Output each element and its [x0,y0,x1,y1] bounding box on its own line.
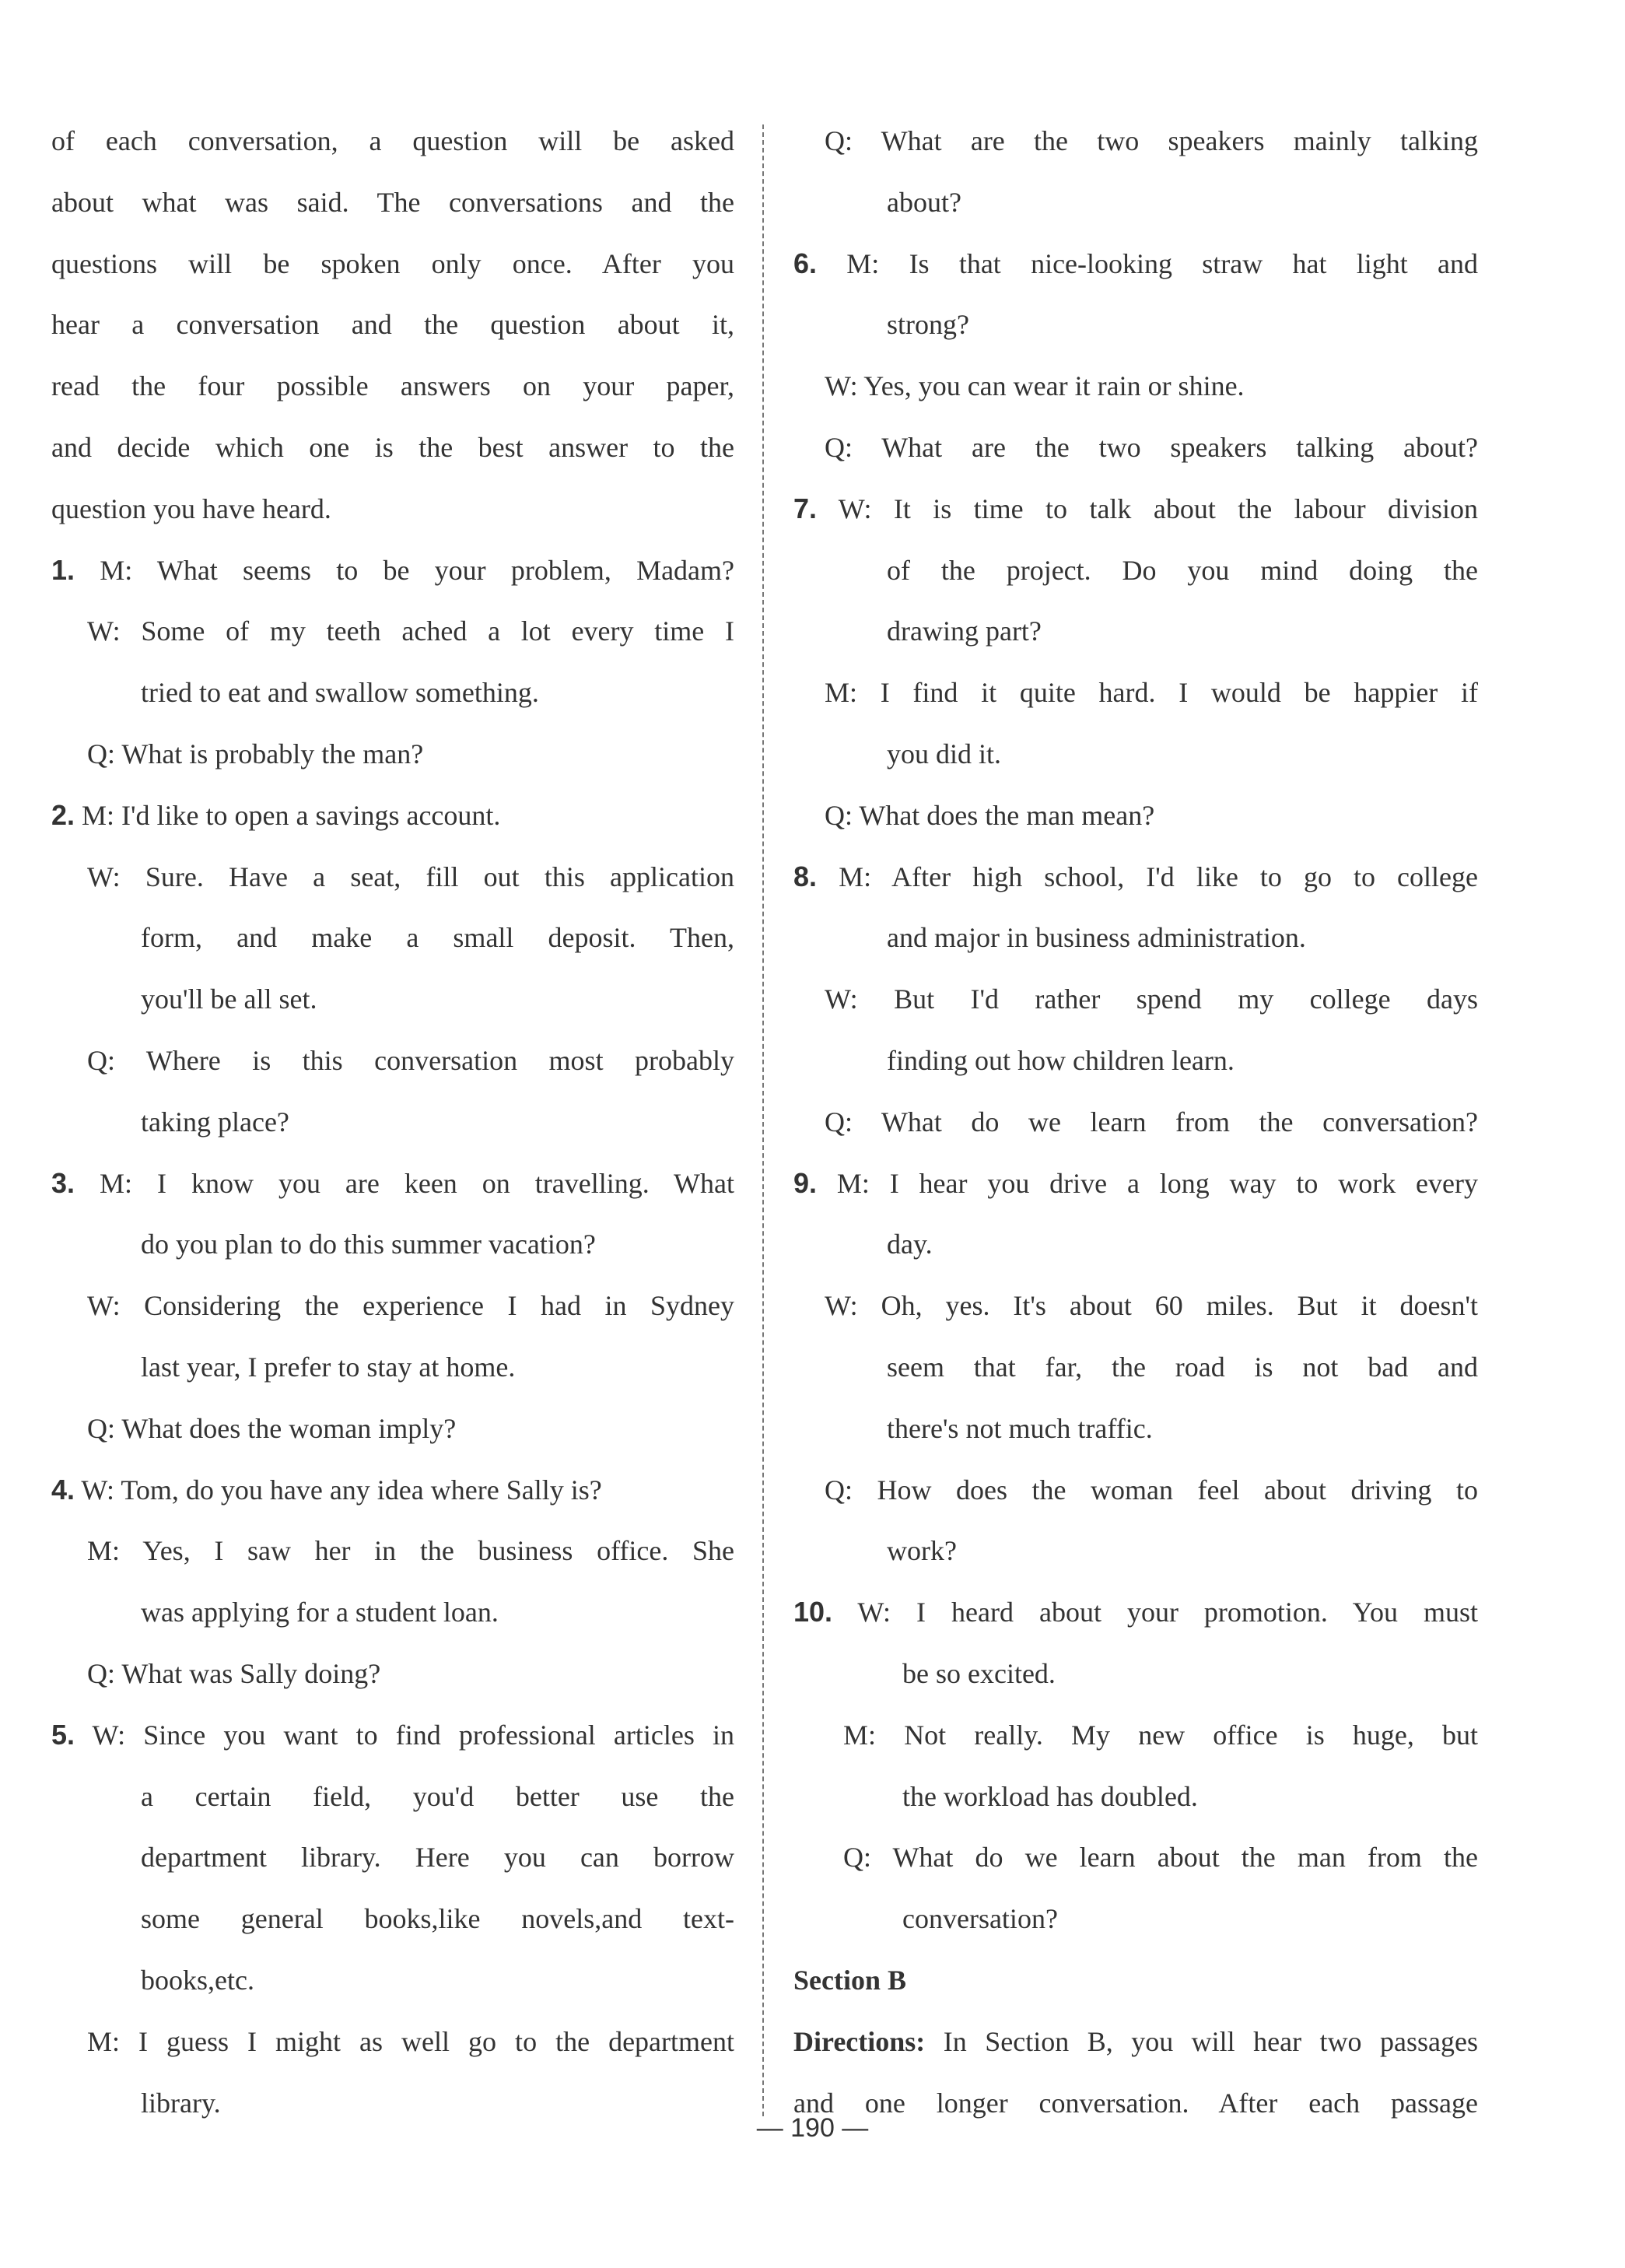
text-line: questions will be spoken only once. After you [51,247,734,279]
text-line: seem that far, the road is not bad and [887,1351,1478,1383]
text-line: last year, I prefer to stay at home. [141,1351,516,1383]
text-line: finding out how children learn. [887,1044,1235,1076]
item-3 [51,1153,734,1215]
speaker-line: M: What seems to be your problem, Madam? [100,554,735,586]
column-divider [762,124,764,2116]
text-line: strong? [887,309,969,341]
text-line: tried to eat and swallow something. [141,677,539,709]
item-number: 6. [793,247,818,279]
text-line: was applying for a student loan. [141,1597,499,1628]
directions-text: In Section B, you will hear two passages [943,2025,1478,2057]
text-line: the workload has doubled. [902,1780,1198,1812]
speaker-line: W: But I'd rather spend my college days [825,983,1478,1015]
text-line: of the project. Do you mind doing the [887,554,1478,586]
item-9 [793,1153,1478,1215]
speaker-line: W: Some of my teeth ached a lot every time I [87,615,734,647]
question-line: Q: What does the woman imply? [87,1412,457,1444]
text-line: day. [887,1229,933,1260]
text-line: and decide which one is the best answer to the [51,431,734,463]
question-line: Q: Where is this conversation most probably [87,1044,734,1076]
speaker-line: M: I hear you drive a long way to work every [836,1167,1479,1199]
question-line: Q: How does the woman feel about driving to [825,1474,1478,1506]
text-line: books,etc. [141,1964,254,1996]
directions-line [793,2011,1478,2073]
speaker-line: M: I know you are keen on travelling. What [100,1167,734,1199]
text-line: taking place? [141,1106,289,1138]
question-line: Q: What do we learn about the man from the [843,1842,1478,1874]
item-1 [51,540,734,601]
speaker-line: W: I heard about your promotion. You must [857,1597,1478,1628]
text-line: conversation? [902,1903,1058,1935]
speaker-line: M: Yes, I saw her in the business office. She [87,1535,734,1567]
left-column [51,110,734,2133]
text-line: some general books,like novels,and text- [141,1903,734,1935]
item-4 [51,1460,734,1521]
text-line: be so excited. [902,1657,1056,1689]
speaker-line: M: After high school, I'd like to go to college [839,861,1479,892]
question-line: Q: What does the man mean? [825,799,1155,831]
item-8 [793,847,1478,908]
speaker-line: M: I'd like to open a savings account. [82,799,501,831]
speaker-line: M: I guess I might as well go to the department [87,2025,734,2057]
text-line: and major in business administration. [887,922,1306,954]
text-line: question you have heard. [51,493,331,524]
text-line: you'll be all set. [141,983,317,1015]
speaker-line: M: Is that nice-looking straw hat light and [846,247,1478,279]
item-10 [793,1582,1478,1643]
directions-label: Directions: [793,2025,926,2057]
speaker-line: W: Yes, you can wear it rain or shine. [825,370,1245,402]
speaker-line: W: Oh, yes. It's about 60 miles. But it doesn't [825,1290,1478,1322]
item-number: 8. [793,860,818,892]
item-number: 1. [51,553,75,586]
speaker-line: M: I find it quite hard. I would be happier if [825,677,1478,709]
text-line: read the four possible answers on your paper, [51,370,734,402]
question-line: Q: What are the two speakers mainly talking [825,125,1478,156]
item-number: 9. [793,1166,818,1199]
text-line: of each conversation, a question will be asked [51,125,734,156]
text-line: about what was said. The conversations and the [51,186,734,218]
text-line: do you plan to do this summer vacation? [141,1229,596,1260]
page-number: — 190 — [756,2113,869,2143]
item-6 [793,233,1478,295]
text-line: drawing part? [887,615,1042,647]
speaker-line: W: Considering the experience I had in Sydney [87,1290,734,1322]
text-line: library. [141,2087,221,2119]
section-heading: Section B [793,1964,907,1996]
item-7 [793,478,1478,540]
text-line: department library. Here you can borrow [141,1842,734,1874]
speaker-line: W: Sure. Have a seat, fill out this application [87,861,734,892]
text-line: about? [887,186,961,218]
text-line: you did it. [887,738,1002,769]
item-2 [51,785,734,847]
question-line: Q: What is probably the man? [87,738,424,769]
question-line: Q: What was Sally doing? [87,1657,381,1689]
item-number: 7. [793,492,818,524]
item-number: 5. [51,1718,75,1751]
text-line: and one longer conversation. After each passage [793,2087,1478,2119]
text-line: hear a conversation and the question about it, [51,309,734,341]
speaker-line: M: Not really. My new office is huge, but [843,1719,1478,1751]
speaker-line: W: Tom, do you have any idea where Sally is? [81,1474,602,1506]
item-number: 2. [51,798,75,831]
speaker-line: W: It is time to talk about the labour division [838,493,1478,524]
text-line: work? [887,1535,957,1567]
text-line: form, and make a small deposit. Then, [141,922,734,954]
text-line: there's not much traffic. [887,1412,1153,1444]
question-line: Q: What do we learn from the conversation? [825,1106,1478,1138]
right-column [793,110,1478,2133]
speaker-line: W: Since you want to find professional articles in [92,1719,734,1751]
item-5 [51,1705,734,1766]
item-number: 3. [51,1166,75,1199]
text-line: a certain field, you'd better use the [141,1780,734,1812]
question-line: Q: What are the two speakers talking about? [825,431,1478,463]
item-number: 10. [793,1596,833,1628]
item-number: 4. [51,1473,75,1506]
